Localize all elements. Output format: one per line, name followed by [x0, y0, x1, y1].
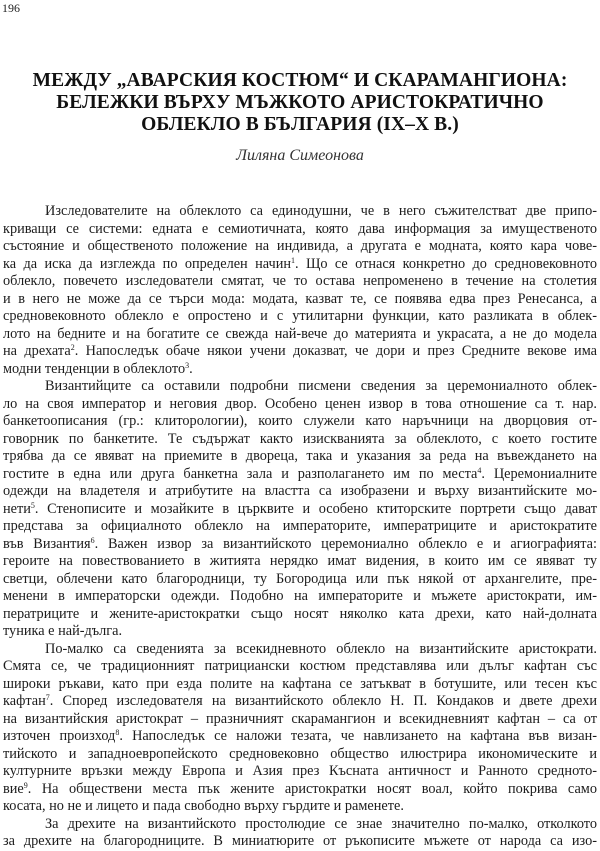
body-line — [3, 781, 597, 799]
body-line-text: гостите в една или друга банкетна зала и разполагането им по места — [3, 465, 478, 482]
body-line-text: модни тенденции в облеклото — [3, 360, 186, 377]
article-title — [0, 70, 600, 136]
body-line-text: ка да иска да изглежда по определен начин — [3, 255, 291, 272]
body-line-text: представа за официалното облекло на императорите, императриците и аристократите — [3, 518, 597, 534]
body-line-text: менени в императорски одежди. Подобно на императорите и мъжете аристократи, им- — [3, 588, 597, 604]
body-line-text: светци, облечени като благородници, ту Богородица или пък някой от архангелите, пре- — [3, 570, 597, 587]
body-line — [3, 256, 597, 274]
body-line-text: туника е най-дълга. — [3, 623, 123, 639]
body-line-text: За дрехите на византийското простолюдие се знае значително по-малко, отколкото — [45, 815, 597, 832]
body-line-text: облекло, повечето изследователи смятат, че то остава непроменено в течение на столетия — [3, 273, 597, 289]
body-line — [3, 501, 597, 519]
footnote-ref[interactable]: 9 — [23, 780, 28, 790]
body-line-text: широки ръкави, като при езда полите на кафтана се затъкват в ботушите, или тесен къс — [3, 675, 597, 692]
body-line — [3, 466, 597, 484]
body-line — [3, 326, 597, 344]
body-line — [3, 798, 597, 816]
body-line-text: говорник по банкетите. Те съдържат както изискванията за облеклото, с което гостите — [3, 430, 597, 447]
body-line — [3, 361, 597, 379]
footnote-ref[interactable]: 1 — [291, 255, 295, 265]
body-line — [3, 221, 597, 239]
body-line — [3, 553, 597, 571]
body-line — [3, 238, 597, 256]
body-line — [3, 641, 597, 659]
body-line — [3, 623, 597, 641]
body-line — [3, 763, 597, 781]
body-line-text: криващи се системи: едната е семиотичната, която дава информация за имущественото — [3, 220, 597, 237]
body-line-text: лото на бедните и на богатите се свежда най-вече до материята и украсата, а не до модела — [3, 325, 597, 342]
body-line — [3, 413, 597, 431]
body-line-text: По-малко са сведенията за всекидневното облекло на византийските аристократи. — [45, 640, 597, 657]
body-line-text: тийското и западноевропейското средновековно общество илюстрира икономическите и — [3, 745, 597, 762]
body-line-text: Византийците са оставили подробни писмени сведения за церемониалното облек- — [45, 378, 597, 394]
footnote-ref[interactable]: 6 — [90, 535, 95, 545]
body-line — [3, 676, 597, 694]
body-line — [3, 693, 597, 711]
body-line — [3, 711, 597, 729]
body-line-text: състояние и общественото положение на индивида, а другата е модната, която кара чове- — [3, 238, 597, 254]
body-line — [3, 431, 597, 449]
body-line — [3, 658, 597, 676]
body-line-text-cont: . На обществени места пък жените аристократки носят воал, който покрива само — [27, 780, 597, 797]
body-line-text-cont: . — [189, 360, 193, 377]
body-line — [3, 291, 597, 309]
body-line-text: културните връзки между Европа и Азия през Късната античност и Ранното средното- — [3, 763, 597, 779]
body-line-text: вие — [3, 780, 24, 797]
body-line — [3, 588, 597, 606]
body-line-text: кафтан — [3, 693, 46, 709]
body-line-text: и в него не може да се търси мода: модата, казват те, се появява едва през Ренесанса, а — [3, 290, 597, 307]
body-line-text: на дрехата — [3, 343, 71, 359]
body-line — [3, 203, 597, 221]
body-line — [3, 746, 597, 764]
body-line — [3, 518, 597, 536]
body-line-text: във Византия — [3, 535, 91, 552]
body-line — [3, 378, 597, 396]
author-name: Лиляна Симеонова — [236, 147, 364, 164]
body-line — [3, 273, 597, 291]
footnote-ref[interactable]: 2 — [70, 343, 75, 352]
body-line-text-cont: . Що се отнася конкретно до средновековното — [295, 255, 597, 272]
body-line-text: източен произход — [3, 728, 116, 744]
body-line — [3, 728, 597, 746]
body-line-text-cont: . Напоследък обаче някои учени доказват, че дори и през Средните векове има — [74, 343, 597, 359]
title-line-2: БЕЛЕЖКИ ВЪРХУ МЪЖКОТО АРИСТОКРАТИЧНО — [56, 92, 544, 113]
body-line-text: героите на повествованието в житията нерядко имат видения, в които им се явяват ту — [3, 553, 597, 569]
footnote-ref[interactable]: 5 — [30, 500, 35, 510]
body-line — [3, 833, 597, 851]
body-line — [3, 448, 597, 466]
body-line-text: нети — [3, 500, 31, 517]
footnote-ref[interactable]: 3 — [185, 360, 190, 370]
body-line — [3, 396, 597, 414]
body-line — [3, 536, 597, 554]
body-line-text: банкетоописания (гр.: клиторологии), които служели като наръчници на дворцовия от- — [3, 413, 597, 429]
body-line-text: ло на своя император и неговия двор. Особено ценен извор в това отношение са т. нар. — [3, 395, 597, 412]
body-line-text-cont: . Церемониалните — [481, 465, 597, 482]
body-line-text-cont: . Стенописите и мозайките в църквите и особено ктиторските портрети също дават — [34, 500, 597, 517]
body-line-text: за дрехите на благородниците. В миниатюрите от ръкописите мъжете от народа са изо- — [3, 833, 597, 849]
body-line — [3, 816, 597, 834]
body-line — [3, 606, 597, 624]
footnote-ref[interactable]: 4 — [477, 465, 482, 475]
body-line-text-cont: . Важен извор за византийското церемониално облекло е и агиографията: — [94, 535, 597, 552]
body-line-text: Изследователите на облеклото са единодушни, че в него съжителстват две припо- — [45, 203, 597, 219]
body-line-text: косата, но не и лицето и пада свободно върху гърдите и раменете. — [3, 798, 404, 814]
body-line-text: одежди на владетеля и атрибутите на властта са изобразени и върху византийските мо- — [3, 483, 597, 499]
footnote-ref[interactable]: 7 — [45, 693, 50, 702]
title-line-1: МЕЖДУ „АВАРСКИЯ КОСТЮМ“ И СКАРАМАНГИОНА: — [32, 70, 568, 91]
body-line-text: на византийския аристократ – празничният скарамангион и всекидневният кафтан – са от — [3, 710, 597, 727]
page-number: 196 — [2, 1, 20, 15]
body-line-text: Смята се, че традиционният патрициански костюм представлява или дълъг кафтан със — [3, 658, 597, 674]
body-line-text: трябва да се явяват на приемите в двореца, така и указания за реда на въвеждането на — [3, 448, 597, 464]
body-line-text: ператриците и жените-аристократки също носят няколко ката дрехи, като най-долната — [3, 605, 597, 622]
body-line-text-cont: . Напоследък се наложи тезата, че навлизането на кафтана във визан- — [119, 728, 597, 744]
article-body — [3, 203, 597, 851]
body-line — [3, 308, 597, 326]
body-line — [3, 483, 597, 501]
body-line-text: средновековното облекло е опростено и с утилитарни функции, като разликата в облек- — [3, 308, 597, 324]
body-line — [3, 571, 597, 589]
body-line-text-cont: . Според изследователя на византийското облекло Н. П. Кондаков и двете дрехи — [49, 693, 597, 709]
title-line-3: ОБЛЕКЛО В БЪЛГАРИЯ (IX–X В.) — [141, 114, 459, 135]
body-line — [3, 343, 597, 361]
footnote-ref[interactable]: 8 — [115, 728, 120, 737]
